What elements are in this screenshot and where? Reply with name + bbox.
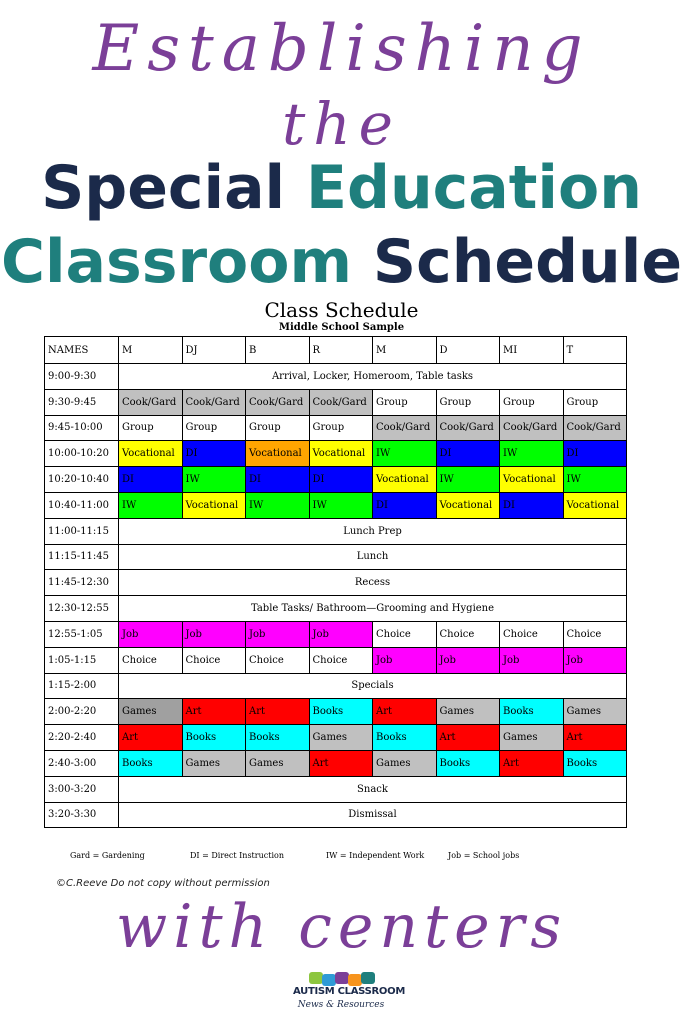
activity-cell: Choice [563, 621, 627, 647]
copyright-notice: ©C.Reeve Do not copy without permission [56, 878, 270, 889]
activity-cell: Art [119, 725, 183, 751]
activity-cell: Games [500, 725, 564, 751]
activity-cell: Group [119, 415, 183, 441]
activity-cell: DI [182, 441, 246, 467]
heading-with-centers: with centers [115, 892, 568, 962]
activity-cell: IW [563, 467, 627, 493]
column-header-student: T [563, 337, 627, 364]
puzzle-piece-icon [335, 972, 349, 984]
activity-cell: Vocational [246, 441, 310, 467]
activity-cell: Games [373, 750, 437, 776]
legend-school-jobs: Job = School jobs [448, 851, 520, 860]
activity-cell: Art [309, 750, 373, 776]
logo-subtitle: News & Resources [297, 1000, 385, 1010]
activity-cell: Group [500, 389, 564, 415]
heading-establishing: Establishing [92, 12, 591, 86]
activity-cell: Job [500, 647, 564, 673]
whole-class-activity: Table Tasks/ Bathroom—Grooming and Hygiene [119, 596, 627, 622]
heading-the: the [282, 90, 401, 158]
activity-cell: Books [119, 750, 183, 776]
puzzle-piece-icon [348, 974, 362, 986]
time-slot: 10:20-10:40 [45, 467, 119, 493]
column-header-student: M [119, 337, 183, 364]
schedule-subtitle: Middle School Sample [278, 322, 405, 333]
schedule-row [45, 544, 627, 570]
whole-class-activity: Snack [119, 776, 627, 802]
activity-cell: Job [373, 647, 437, 673]
puzzle-piece-icon [309, 972, 323, 984]
heading-special-education [0, 152, 683, 224]
activity-cell: Art [436, 725, 500, 751]
time-slot: 1:15-2:00 [45, 673, 119, 699]
column-header-student: D [436, 337, 500, 364]
activity-cell: Vocational [309, 441, 373, 467]
activity-cell: Art [563, 725, 627, 751]
activity-cell: Job [563, 647, 627, 673]
time-slot: 1:05-1:15 [45, 647, 119, 673]
activity-cell: Vocational [436, 492, 500, 518]
activity-cell: Books [563, 750, 627, 776]
activity-cell: Games [436, 699, 500, 725]
activity-cell: Games [182, 750, 246, 776]
activity-cell: Group [436, 389, 500, 415]
activity-cell: Books [246, 725, 310, 751]
schedule-row [45, 776, 627, 802]
time-slot: 2:40-3:00 [45, 750, 119, 776]
schedule-row [45, 596, 627, 622]
activity-cell: IW [309, 492, 373, 518]
activity-cell: DI [373, 492, 437, 518]
activity-cell: Books [500, 699, 564, 725]
activity-cell: Art [373, 699, 437, 725]
activity-cell: Choice [500, 621, 564, 647]
activity-cell: Choice [246, 647, 310, 673]
activity-cell: Group [246, 415, 310, 441]
activity-cell: Group [309, 415, 373, 441]
time-slot: 10:00-10:20 [45, 441, 119, 467]
activity-cell: IW [182, 467, 246, 493]
activity-cell: IW [246, 492, 310, 518]
activity-cell: Job [309, 621, 373, 647]
legend-independent-work: IW = Independent Work [326, 851, 425, 860]
schedule-row [45, 518, 627, 544]
activity-cell: Art [182, 699, 246, 725]
schedule-row [45, 389, 627, 415]
activity-cell: Games [246, 750, 310, 776]
activity-cell: Cook/Gard [436, 415, 500, 441]
legend-direct-instruction: DI = Direct Instruction [190, 851, 284, 860]
heading-word-special: Special [41, 153, 286, 223]
schedule-table [44, 336, 627, 828]
activity-cell: DI [119, 467, 183, 493]
time-slot: 2:00-2:20 [45, 699, 119, 725]
activity-cell: Job [436, 647, 500, 673]
autism-classroom-logo [293, 972, 405, 1020]
activity-cell: Cook/Gard [309, 389, 373, 415]
activity-cell: DI [563, 441, 627, 467]
activity-cell: Books [436, 750, 500, 776]
time-slot: 12:30-12:55 [45, 596, 119, 622]
schedule-table-body [45, 337, 627, 828]
activity-cell: DI [309, 467, 373, 493]
activity-cell: Vocational [182, 492, 246, 518]
puzzle-piece-icon [322, 974, 336, 986]
activity-cell: Books [182, 725, 246, 751]
schedule-row [45, 750, 627, 776]
activity-cell: Art [246, 699, 310, 725]
time-slot: 3:00-3:20 [45, 776, 119, 802]
schedule-row [45, 673, 627, 699]
schedule-row [45, 364, 627, 390]
whole-class-activity: Specials [119, 673, 627, 699]
schedule-row [45, 647, 627, 673]
activity-cell: Choice [182, 647, 246, 673]
whole-class-activity: Dismissal [119, 802, 627, 828]
column-header-student: M [373, 337, 437, 364]
activity-cell: Choice [436, 621, 500, 647]
legend-gardening: Gard = Gardening [70, 851, 145, 860]
activity-cell: Vocational [373, 467, 437, 493]
time-slot: 3:20-3:30 [45, 802, 119, 828]
activity-cell: DI [436, 441, 500, 467]
activity-cell: Vocational [500, 467, 564, 493]
activity-cell: Books [373, 725, 437, 751]
column-header-student: R [309, 337, 373, 364]
time-slot: 11:00-11:15 [45, 518, 119, 544]
activity-cell: Cook/Gard [119, 389, 183, 415]
activity-cell: IW [436, 467, 500, 493]
schedule-title: Class Schedule [264, 298, 419, 322]
time-slot: 9:00-9:30 [45, 364, 119, 390]
schedule-row [45, 699, 627, 725]
time-slot: 10:40-11:00 [45, 492, 119, 518]
puzzle-piece-icon [361, 972, 375, 984]
schedule-row [45, 725, 627, 751]
schedule-header-row [45, 337, 627, 364]
activity-cell: Group [182, 415, 246, 441]
activity-cell: Choice [309, 647, 373, 673]
logo-title: AUTISM CLASSROOM [293, 986, 405, 997]
activity-cell: Games [119, 699, 183, 725]
column-header-student: MI [500, 337, 564, 364]
schedule-row [45, 415, 627, 441]
activity-cell: Group [373, 389, 437, 415]
activity-cell: Games [309, 725, 373, 751]
column-header-student: B [246, 337, 310, 364]
activity-cell: IW [119, 492, 183, 518]
schedule-row [45, 492, 627, 518]
time-slot: 11:45-12:30 [45, 570, 119, 596]
activity-cell: DI [246, 467, 310, 493]
activity-cell: Job [182, 621, 246, 647]
whole-class-activity: Lunch Prep [119, 518, 627, 544]
activity-cell: Job [119, 621, 183, 647]
activity-cell: Cook/Gard [563, 415, 627, 441]
activity-cell: Job [246, 621, 310, 647]
activity-cell: Group [563, 389, 627, 415]
time-slot: 9:45-10:00 [45, 415, 119, 441]
schedule-row [45, 570, 627, 596]
whole-class-activity: Lunch [119, 544, 627, 570]
activity-cell: Cook/Gard [182, 389, 246, 415]
activity-cell: Vocational [563, 492, 627, 518]
column-header-student: DJ [182, 337, 246, 364]
heading-word-classroom: Classroom [0, 227, 353, 297]
heading-word-schedule: Schedule [372, 227, 683, 297]
schedule-row [45, 441, 627, 467]
time-slot: 2:20-2:40 [45, 725, 119, 751]
activity-cell: Cook/Gard [373, 415, 437, 441]
heading-classroom-schedule [0, 226, 683, 298]
activity-cell: IW [500, 441, 564, 467]
activity-cell: DI [500, 492, 564, 518]
activity-cell: Choice [373, 621, 437, 647]
column-header-names: NAMES [45, 337, 119, 364]
activity-cell: IW [373, 441, 437, 467]
whole-class-activity: Recess [119, 570, 627, 596]
schedule-row [45, 802, 627, 828]
time-slot: 9:30-9:45 [45, 389, 119, 415]
whole-class-activity: Arrival, Locker, Homeroom, Table tasks [119, 364, 627, 390]
schedule-row [45, 621, 627, 647]
activity-cell: Vocational [119, 441, 183, 467]
activity-cell: Cook/Gard [500, 415, 564, 441]
time-slot: 11:15-11:45 [45, 544, 119, 570]
activity-cell: Books [309, 699, 373, 725]
activity-cell: Games [563, 699, 627, 725]
activity-cell: Cook/Gard [246, 389, 310, 415]
heading-word-education: Education [306, 153, 642, 223]
activity-cell: Choice [119, 647, 183, 673]
time-slot: 12:55-1:05 [45, 621, 119, 647]
schedule-row [45, 467, 627, 493]
activity-cell: Art [500, 750, 564, 776]
